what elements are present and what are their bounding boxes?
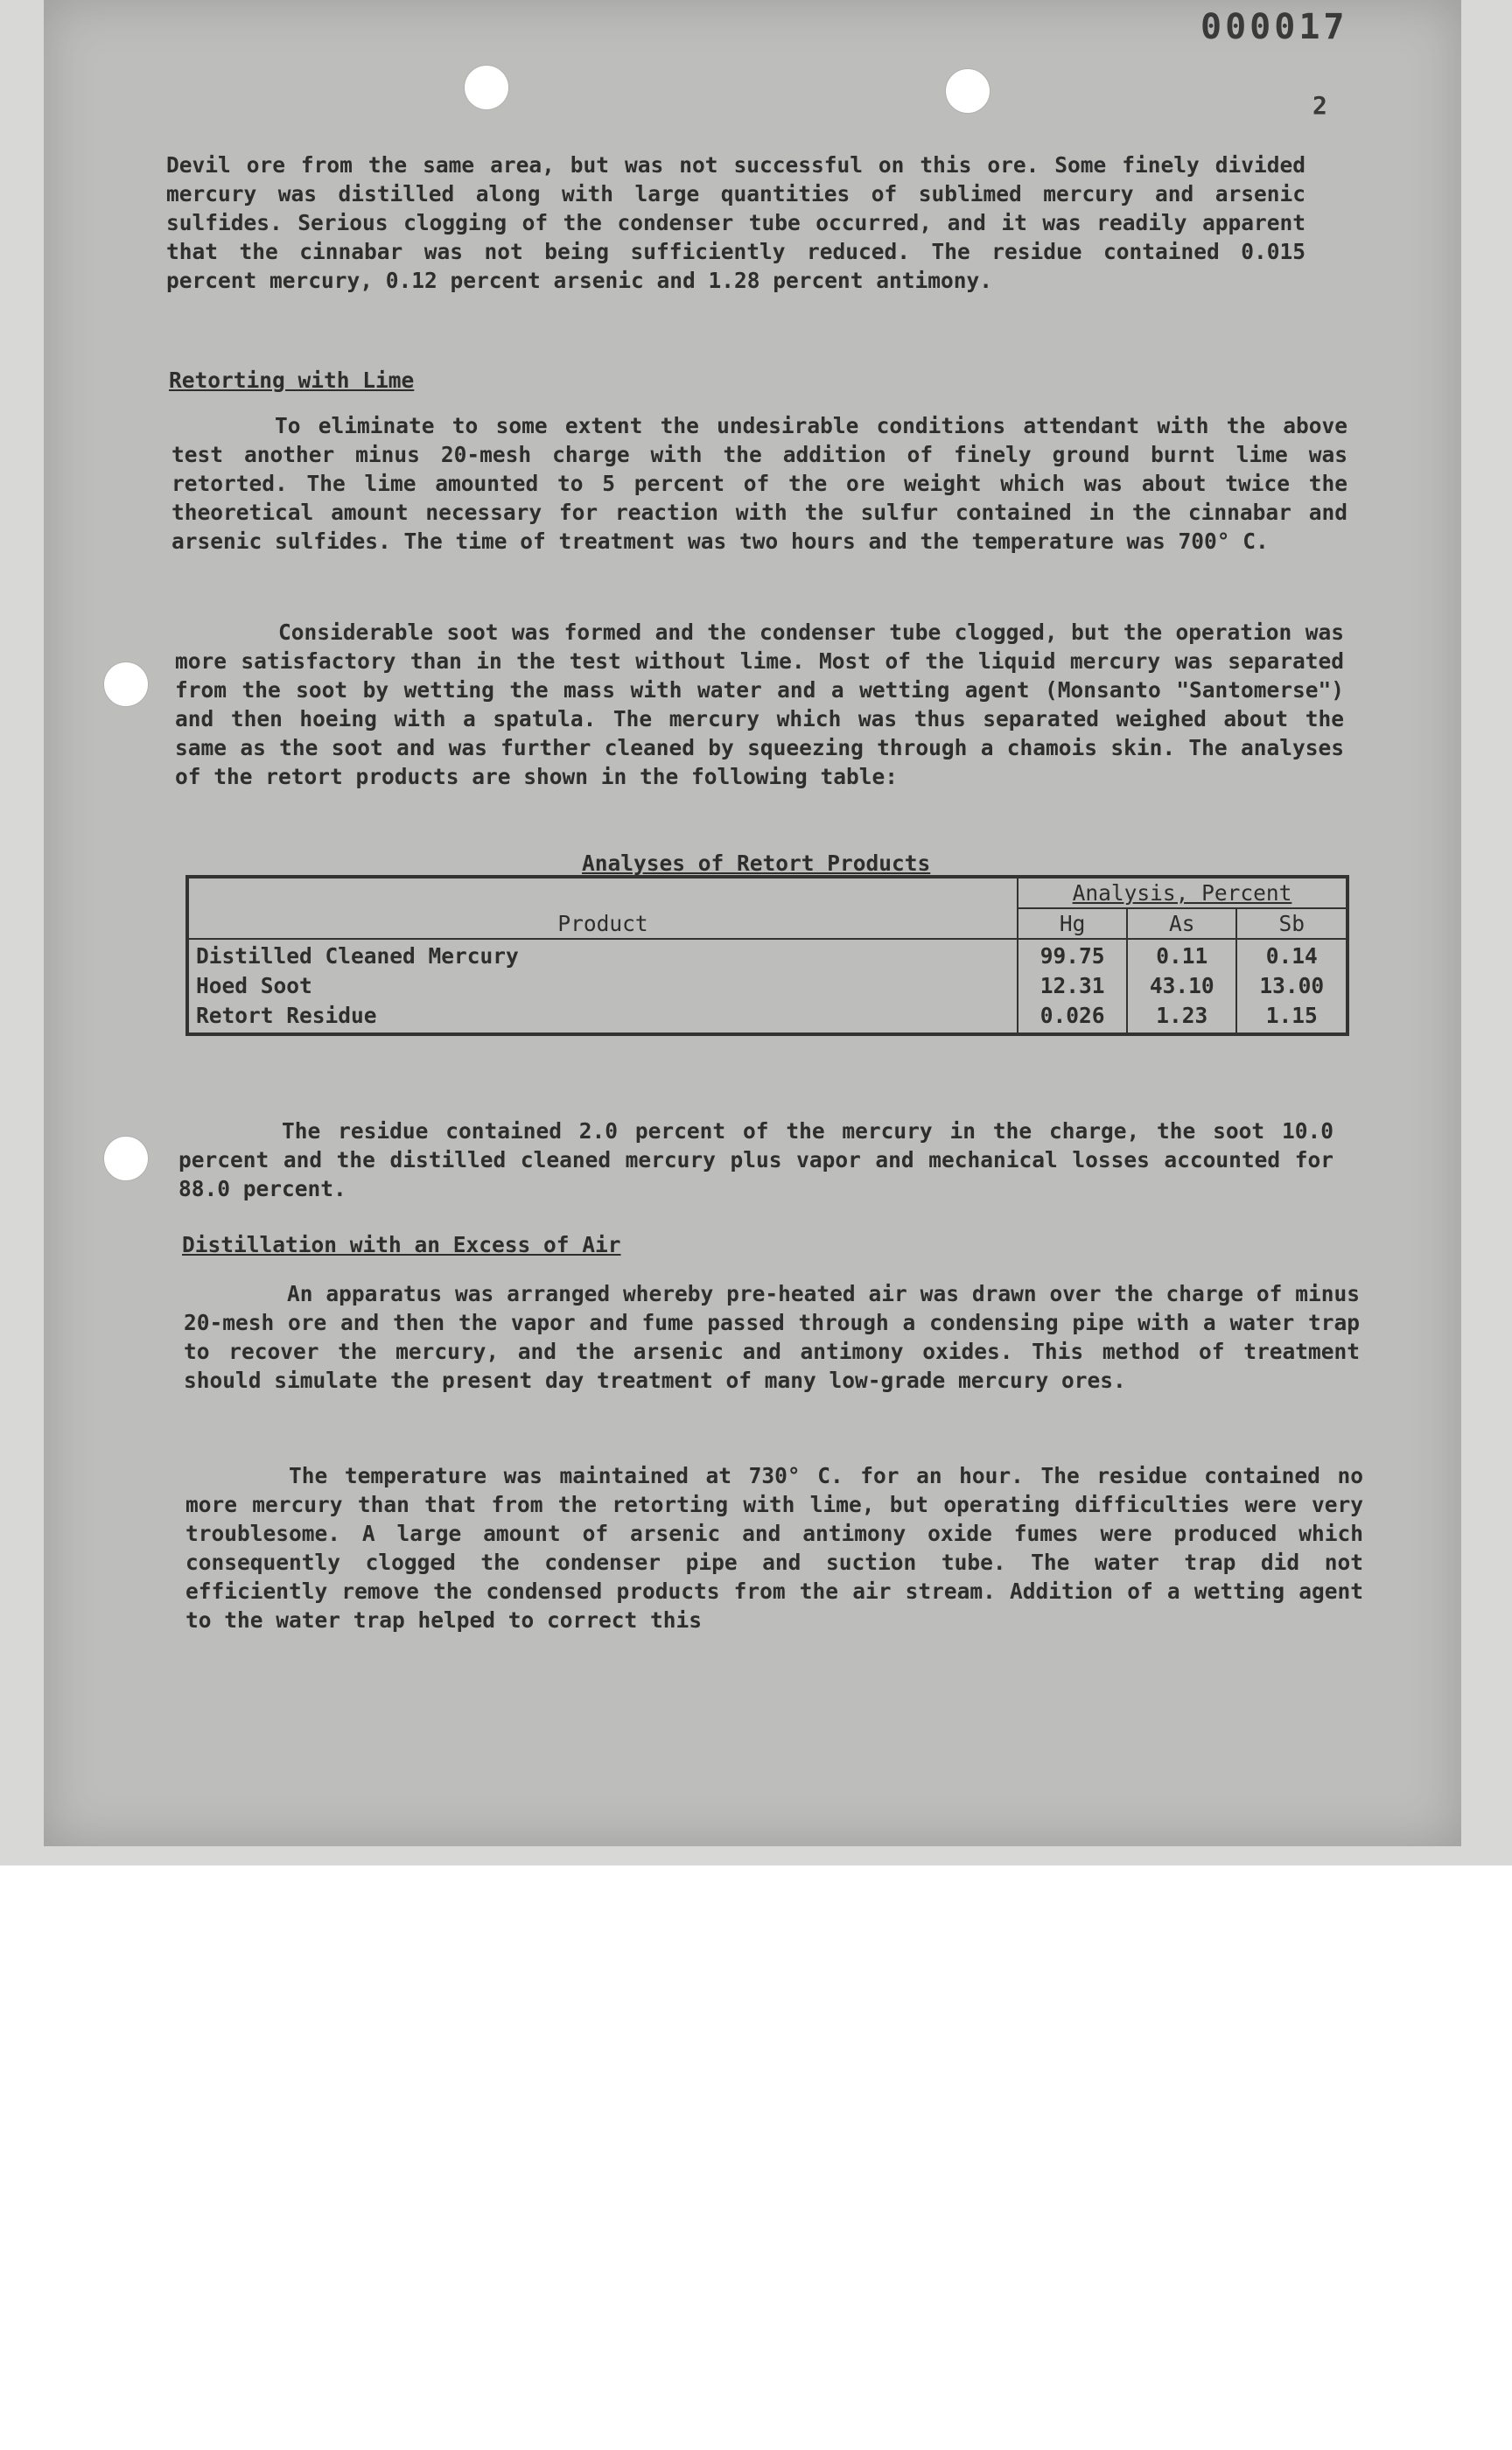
as-values-cell	[1127, 939, 1236, 1034]
paragraph-1: Devil ore from the same area, but was not successful on this ore. Some finely divided mercury was distilled along with large quantities of sublimed mercury and arsenic sulfides. Serious clogging of the condenser tube occurred, and it was readily apparent that the cinnabar was not being sufficiently reduced. The residue contained 0.015 percent mercury, 0.12 percent arsenic and 1.28 percent antimony.	[166, 152, 1306, 293]
punch-hole-middle	[103, 662, 149, 707]
column-header-sb: Sb	[1236, 908, 1348, 939]
page-number: 2	[1312, 91, 1327, 120]
punch-hole-top-left	[464, 65, 509, 110]
hg-value: 0.026	[1040, 1003, 1105, 1028]
sb-value: 1.15	[1265, 1003, 1318, 1028]
column-header-hg: Hg	[1018, 908, 1127, 939]
product-name: Distilled Cleaned Mercury	[196, 943, 519, 969]
paragraph-2: To eliminate to some extent the undesirable conditions attendant with the above test another minus 20-mesh charge with the addition of finely ground burnt lime was retorted. The lime amounted to 5 percent of the ore weight which was about twice the theoretical amount necessary for reaction with the sulfur contained in the cinnabar and arsenic sulfides. The time of treatment was two hours and the temperature was 700° C.	[172, 413, 1348, 554]
as-value: 0.11	[1156, 943, 1208, 969]
hg-values-cell	[1018, 939, 1127, 1034]
document-number: 000017	[1200, 7, 1348, 47]
sb-value: 0.14	[1265, 943, 1318, 969]
heading-retorting-with-lime: Retorting with Lime	[169, 368, 415, 393]
sb-value: 13.00	[1259, 973, 1325, 998]
product-names-cell	[187, 939, 1018, 1034]
product-header: Product	[187, 877, 1018, 939]
paragraph-3: Considerable soot was formed and the condenser tube clogged, but the operation was more satisfactory than in the test without lime. Most of the liquid mercury was separated from the soot by wetting the mass with water and a wetting agent (Monsanto "Santomerse") and then hoeing with a spatula. The mercury which was thus separated weighed about the same as the soot and was further cleaned by squeezing through a chamois skin. The analyses of the retort products are shown in the following table:	[175, 620, 1344, 789]
punch-hole-lower	[103, 1136, 149, 1181]
hg-value: 99.75	[1040, 943, 1105, 969]
product-name: Hoed Soot	[196, 973, 312, 998]
paragraph-5: An apparatus was arranged whereby pre-heated air was drawn over the charge of minus 20-mesh ore and then the vapor and fume passed through a condensing pipe with a water trap to recover the mercury, and the arsenic and antimony oxides. This method of treatment should simulate the present day treatment of many low-grade mercury ores.	[184, 1281, 1360, 1393]
punch-hole-top-right	[945, 68, 990, 114]
hg-value: 12.31	[1040, 973, 1105, 998]
table-caption: Analyses of Retort Products	[582, 850, 931, 876]
as-value: 1.23	[1156, 1003, 1208, 1028]
paragraph-6: The temperature was maintained at 730° C. for an hour. The residue contained no more mercury than that from the retorting with lime, but operating difficulties were very troublesome. A large amount of arsenic and antimony oxide fumes were produced which consequently clogged the condenser pipe and suction tube. The water trap did not efficiently remove the condensed products from the air stream. Addition of a wetting agent to the water trap helped to correct this	[186, 1463, 1363, 1633]
as-value: 43.10	[1149, 973, 1214, 998]
column-header-as: As	[1127, 908, 1236, 939]
analysis-group-header: Analysis, Percent	[1018, 877, 1348, 908]
sb-values-cell	[1236, 939, 1348, 1034]
analysis-table	[186, 875, 1349, 1036]
product-name: Retort Residue	[196, 1003, 377, 1028]
heading-distillation-with-excess-air: Distillation with an Excess of Air	[182, 1232, 621, 1257]
paragraph-4: The residue contained 2.0 percent of the mercury in the charge, the soot 10.0 percent and the distilled cleaned mercury plus vapor and mechanical losses accounted for 88.0 percent.	[178, 1118, 1334, 1201]
